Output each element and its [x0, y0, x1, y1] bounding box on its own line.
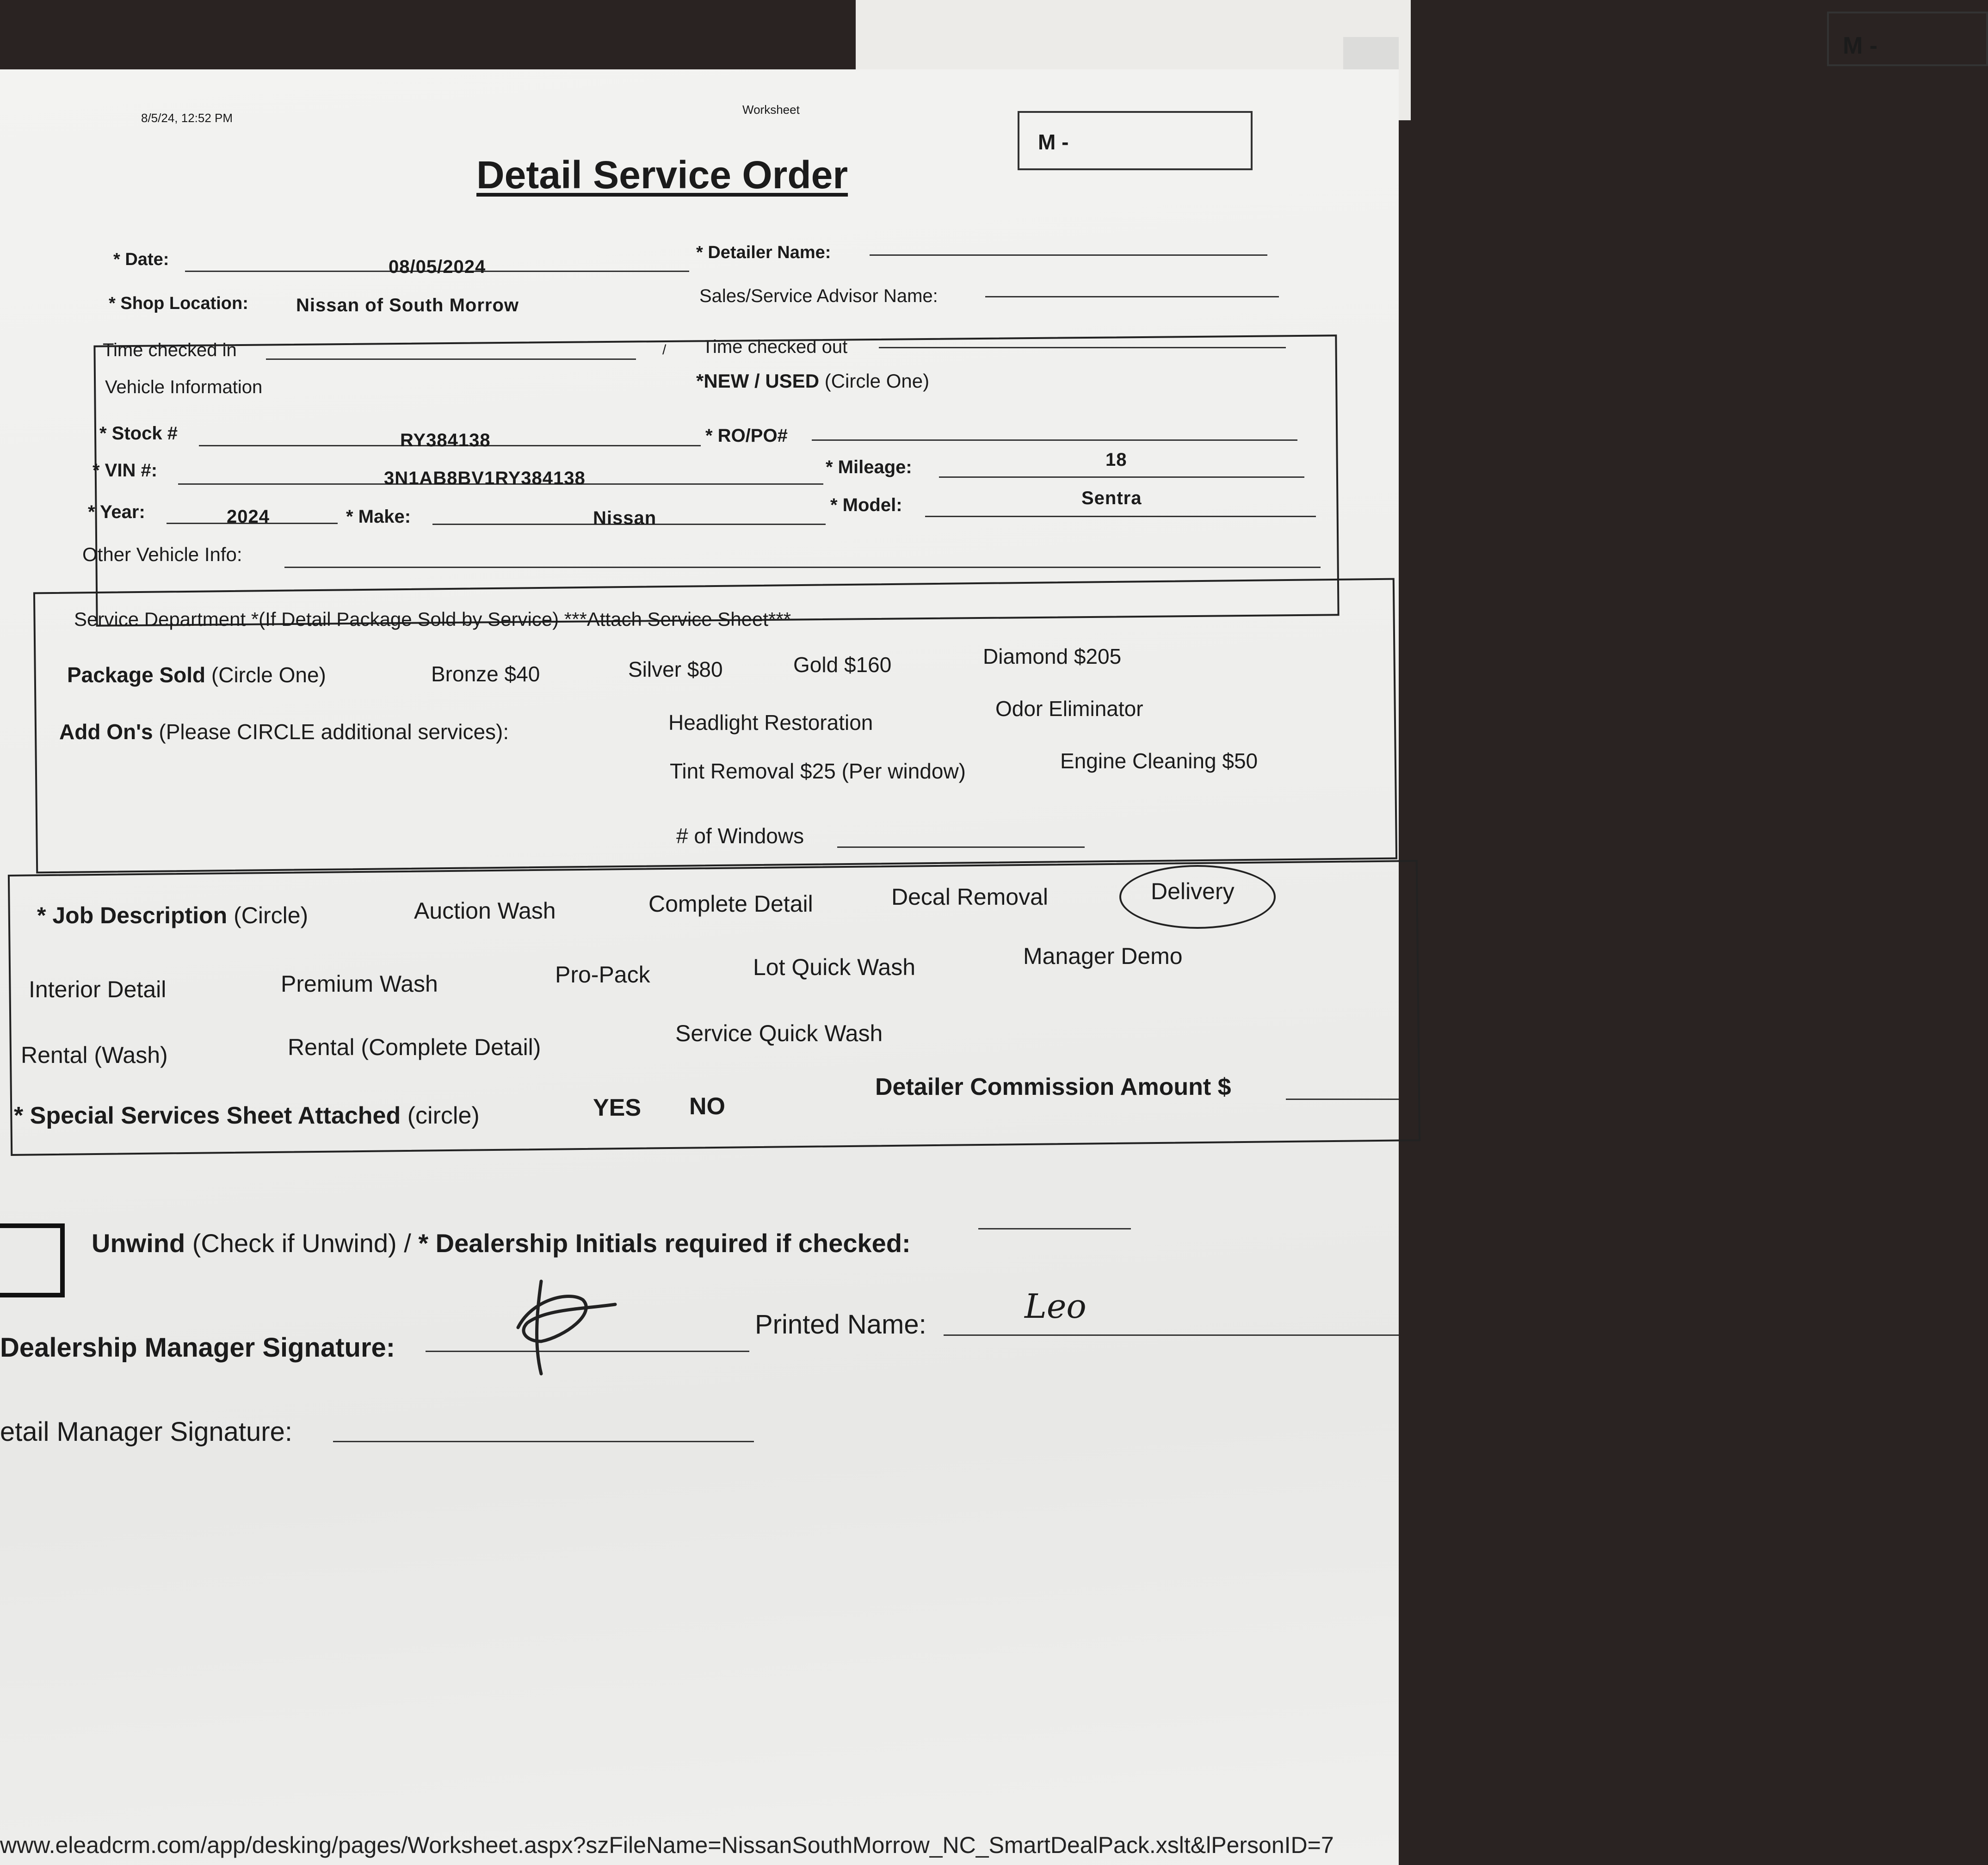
model-label: * Model:	[830, 495, 902, 515]
year-label: * Year:	[88, 502, 145, 522]
job-interior-detail[interactable]: Interior Detail	[29, 976, 167, 1002]
vehicle-info-label: Vehicle Information	[105, 377, 263, 397]
unwind-text: Unwind	[92, 1229, 185, 1258]
date-label: * Date:	[113, 250, 169, 269]
make-value[interactable]: Nissan	[593, 508, 657, 528]
initials-line[interactable]	[978, 1228, 1131, 1229]
detailer-name-line[interactable]	[870, 254, 1267, 256]
windows-count-line[interactable]	[837, 846, 1085, 848]
back-m-box	[1827, 12, 1988, 66]
other-vehicle-info-line[interactable]	[284, 567, 1321, 568]
back-m-label: M -	[1843, 32, 1878, 59]
advisor-name-label: Sales/Service Advisor Name:	[699, 286, 938, 306]
job-delivery[interactable]: Delivery	[1151, 878, 1235, 904]
mileage-line	[939, 476, 1304, 478]
package-diamond[interactable]: Diamond $205	[983, 644, 1122, 668]
time-in-label: Time checked in	[103, 340, 237, 360]
special-services-text: * Special Services Sheet Attached	[14, 1102, 401, 1129]
worksheet-label: Worksheet	[742, 103, 800, 117]
job-pro-pack[interactable]: Pro-Pack	[555, 962, 650, 988]
package-silver[interactable]: Silver $80	[628, 657, 723, 681]
new-used-label	[696, 370, 929, 392]
job-manager-demo[interactable]: Manager Demo	[1023, 943, 1183, 969]
model-value[interactable]: Sentra	[1081, 488, 1142, 508]
addon-odor-eliminator[interactable]: Odor Eliminator	[995, 697, 1143, 721]
job-description-text: * Job Description	[37, 902, 228, 928]
stock-value[interactable]: RY384138	[400, 430, 491, 451]
package-sold-label	[67, 662, 326, 687]
unwind-hint: (Check if Unwind) /	[192, 1229, 419, 1258]
time-out-label: Time checked out	[702, 337, 848, 357]
m-box	[1018, 111, 1253, 170]
new-used-hint: (Circle One)	[824, 370, 930, 392]
time-slash: /	[662, 342, 667, 358]
package-sold-hint: (Circle One)	[211, 663, 326, 687]
job-decal-removal[interactable]: Decal Removal	[891, 884, 1049, 910]
print-url-footer: www.eleadcrm.com/app/desking/pages/Worksheet.aspx?szFileName=NissanSouthMorrow_NC_SmartDealPack.xslt&lPersonID=7	[0, 1832, 1334, 1858]
ro-po-line[interactable]	[812, 439, 1297, 441]
addon-headlight-restoration[interactable]: Headlight Restoration	[668, 710, 873, 735]
print-timestamp: 8/5/24, 12:52 PM	[141, 111, 233, 125]
detail-manager-signature-label: etail Manager Signature:	[0, 1417, 292, 1447]
unwind-label	[92, 1228, 911, 1258]
mileage-label: * Mileage:	[826, 457, 912, 477]
advisor-name-line[interactable]	[985, 296, 1279, 297]
job-service-quick-wash[interactable]: Service Quick Wash	[675, 1020, 883, 1046]
mileage-value[interactable]: 18	[1105, 450, 1127, 470]
date-value[interactable]: 08/05/2024	[389, 257, 486, 277]
special-services-label	[14, 1102, 480, 1130]
printed-name-label: Printed Name:	[755, 1309, 926, 1340]
unwind-checkbox[interactable]	[0, 1223, 65, 1297]
m-label: M -	[1038, 130, 1069, 154]
printed-name-line	[944, 1334, 1399, 1336]
job-description-hint: (Circle)	[234, 902, 309, 928]
package-gold[interactable]: Gold $160	[793, 653, 892, 677]
initials-required-text: * Dealership Initials required if checked:	[418, 1229, 911, 1258]
printed-name-value[interactable]: Leo	[1025, 1287, 1087, 1326]
model-line	[925, 516, 1316, 517]
add-ons-text: Add On's	[59, 720, 153, 744]
windows-count-label: # of Windows	[676, 824, 804, 848]
commission-line[interactable]	[1286, 1099, 1399, 1100]
new-used-text: *NEW / USED	[696, 370, 820, 392]
dealership-manager-signature-label: Dealership Manager Signature:	[0, 1333, 395, 1363]
special-services-hint: (circle)	[407, 1102, 480, 1129]
package-bronze[interactable]: Bronze $40	[431, 662, 540, 686]
form-title: Detail Service Order	[476, 153, 848, 197]
addon-tint-removal[interactable]: Tint Removal $25 (Per window)	[670, 759, 966, 783]
special-no[interactable]: NO	[689, 1093, 725, 1120]
job-complete-detail[interactable]: Complete Detail	[648, 891, 813, 917]
manager-signature-mark	[490, 1272, 629, 1383]
vin-label: * VIN #:	[93, 460, 158, 481]
job-rental-complete-detail[interactable]: Rental (Complete Detail)	[288, 1034, 541, 1060]
detail-manager-signature-line[interactable]	[333, 1441, 754, 1442]
package-sold-text: Package Sold	[67, 663, 206, 687]
detail-service-order-form	[0, 69, 1399, 1865]
stock-label: * Stock #	[99, 423, 178, 444]
make-label: * Make:	[346, 506, 411, 527]
other-vehicle-info-label: Other Vehicle Info:	[82, 543, 242, 565]
year-value[interactable]: 2024	[227, 506, 270, 527]
job-premium-wash[interactable]: Premium Wash	[281, 971, 438, 997]
detailer-name-label: * Detailer Name:	[696, 243, 831, 262]
service-department-heading: Service Department *(If Detail Package Sold by Service) ***Attach Service Sheet***	[74, 608, 791, 630]
shop-location-label: * Shop Location:	[109, 294, 248, 313]
commission-label: Detailer Commission Amount $	[875, 1074, 1231, 1100]
shop-location-value[interactable]: Nissan of South Morrow	[296, 295, 519, 315]
job-rental-wash[interactable]: Rental (Wash)	[21, 1042, 168, 1068]
job-lot-quick-wash[interactable]: Lot Quick Wash	[753, 954, 916, 980]
special-yes[interactable]: YES	[593, 1094, 642, 1121]
addon-engine-cleaning[interactable]: Engine Cleaning $50	[1060, 749, 1258, 773]
ro-po-label: * RO/PO#	[705, 426, 788, 446]
vin-value[interactable]: 3N1AB8BV1RY384138	[384, 468, 586, 488]
job-description-label	[37, 902, 308, 929]
add-ons-label	[59, 719, 509, 744]
add-ons-hint: (Please CIRCLE additional services):	[159, 720, 509, 744]
job-auction-wash[interactable]: Auction Wash	[414, 898, 556, 924]
